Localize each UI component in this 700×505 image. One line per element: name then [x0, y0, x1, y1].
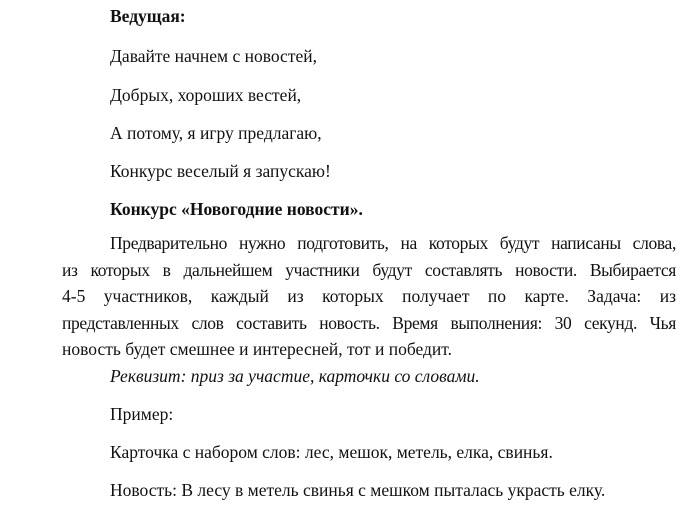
- verse-line-1: Давайте начнем с новостей,: [110, 46, 317, 66]
- example-card: Карточка с набором слов: лес, мешок, метель, елка, свинья.: [110, 442, 553, 462]
- description-line-5: новость будет смешнее и интересней, тот и победит.: [62, 339, 453, 360]
- contest-description: [62, 230, 676, 363]
- verse-line-2: Добрых, хороших вестей,: [110, 85, 302, 105]
- description-line-3: 4-5 участников, каждый из которых получает по карте. Задача: из: [62, 286, 676, 307]
- speaker-heading: Ведущая:: [110, 6, 186, 26]
- contest-title: Конкурс «Новогодние новости».: [110, 199, 363, 219]
- description-line-4: представленных слов составить новость. Время выполнения: 30 секунд. Чья: [62, 312, 676, 333]
- example-news: Новость: В лесу в метель свинья с мешком пыталась украсть елку.: [110, 480, 606, 500]
- example-label: Пример:: [110, 404, 174, 424]
- verse-line-4: Конкурс веселый я запускаю!: [110, 161, 331, 181]
- description-line-2: из которых в дальнейшем участники будут составлять новости. Выбирается: [62, 259, 676, 280]
- description-line-1: Предварительно нужно подготовить, на которых будут написаны слова,: [110, 233, 676, 253]
- props-note: Реквизит: приз за участие, карточки со словами.: [110, 366, 480, 386]
- verse-line-3: А потому, я игру предлагаю,: [110, 123, 322, 143]
